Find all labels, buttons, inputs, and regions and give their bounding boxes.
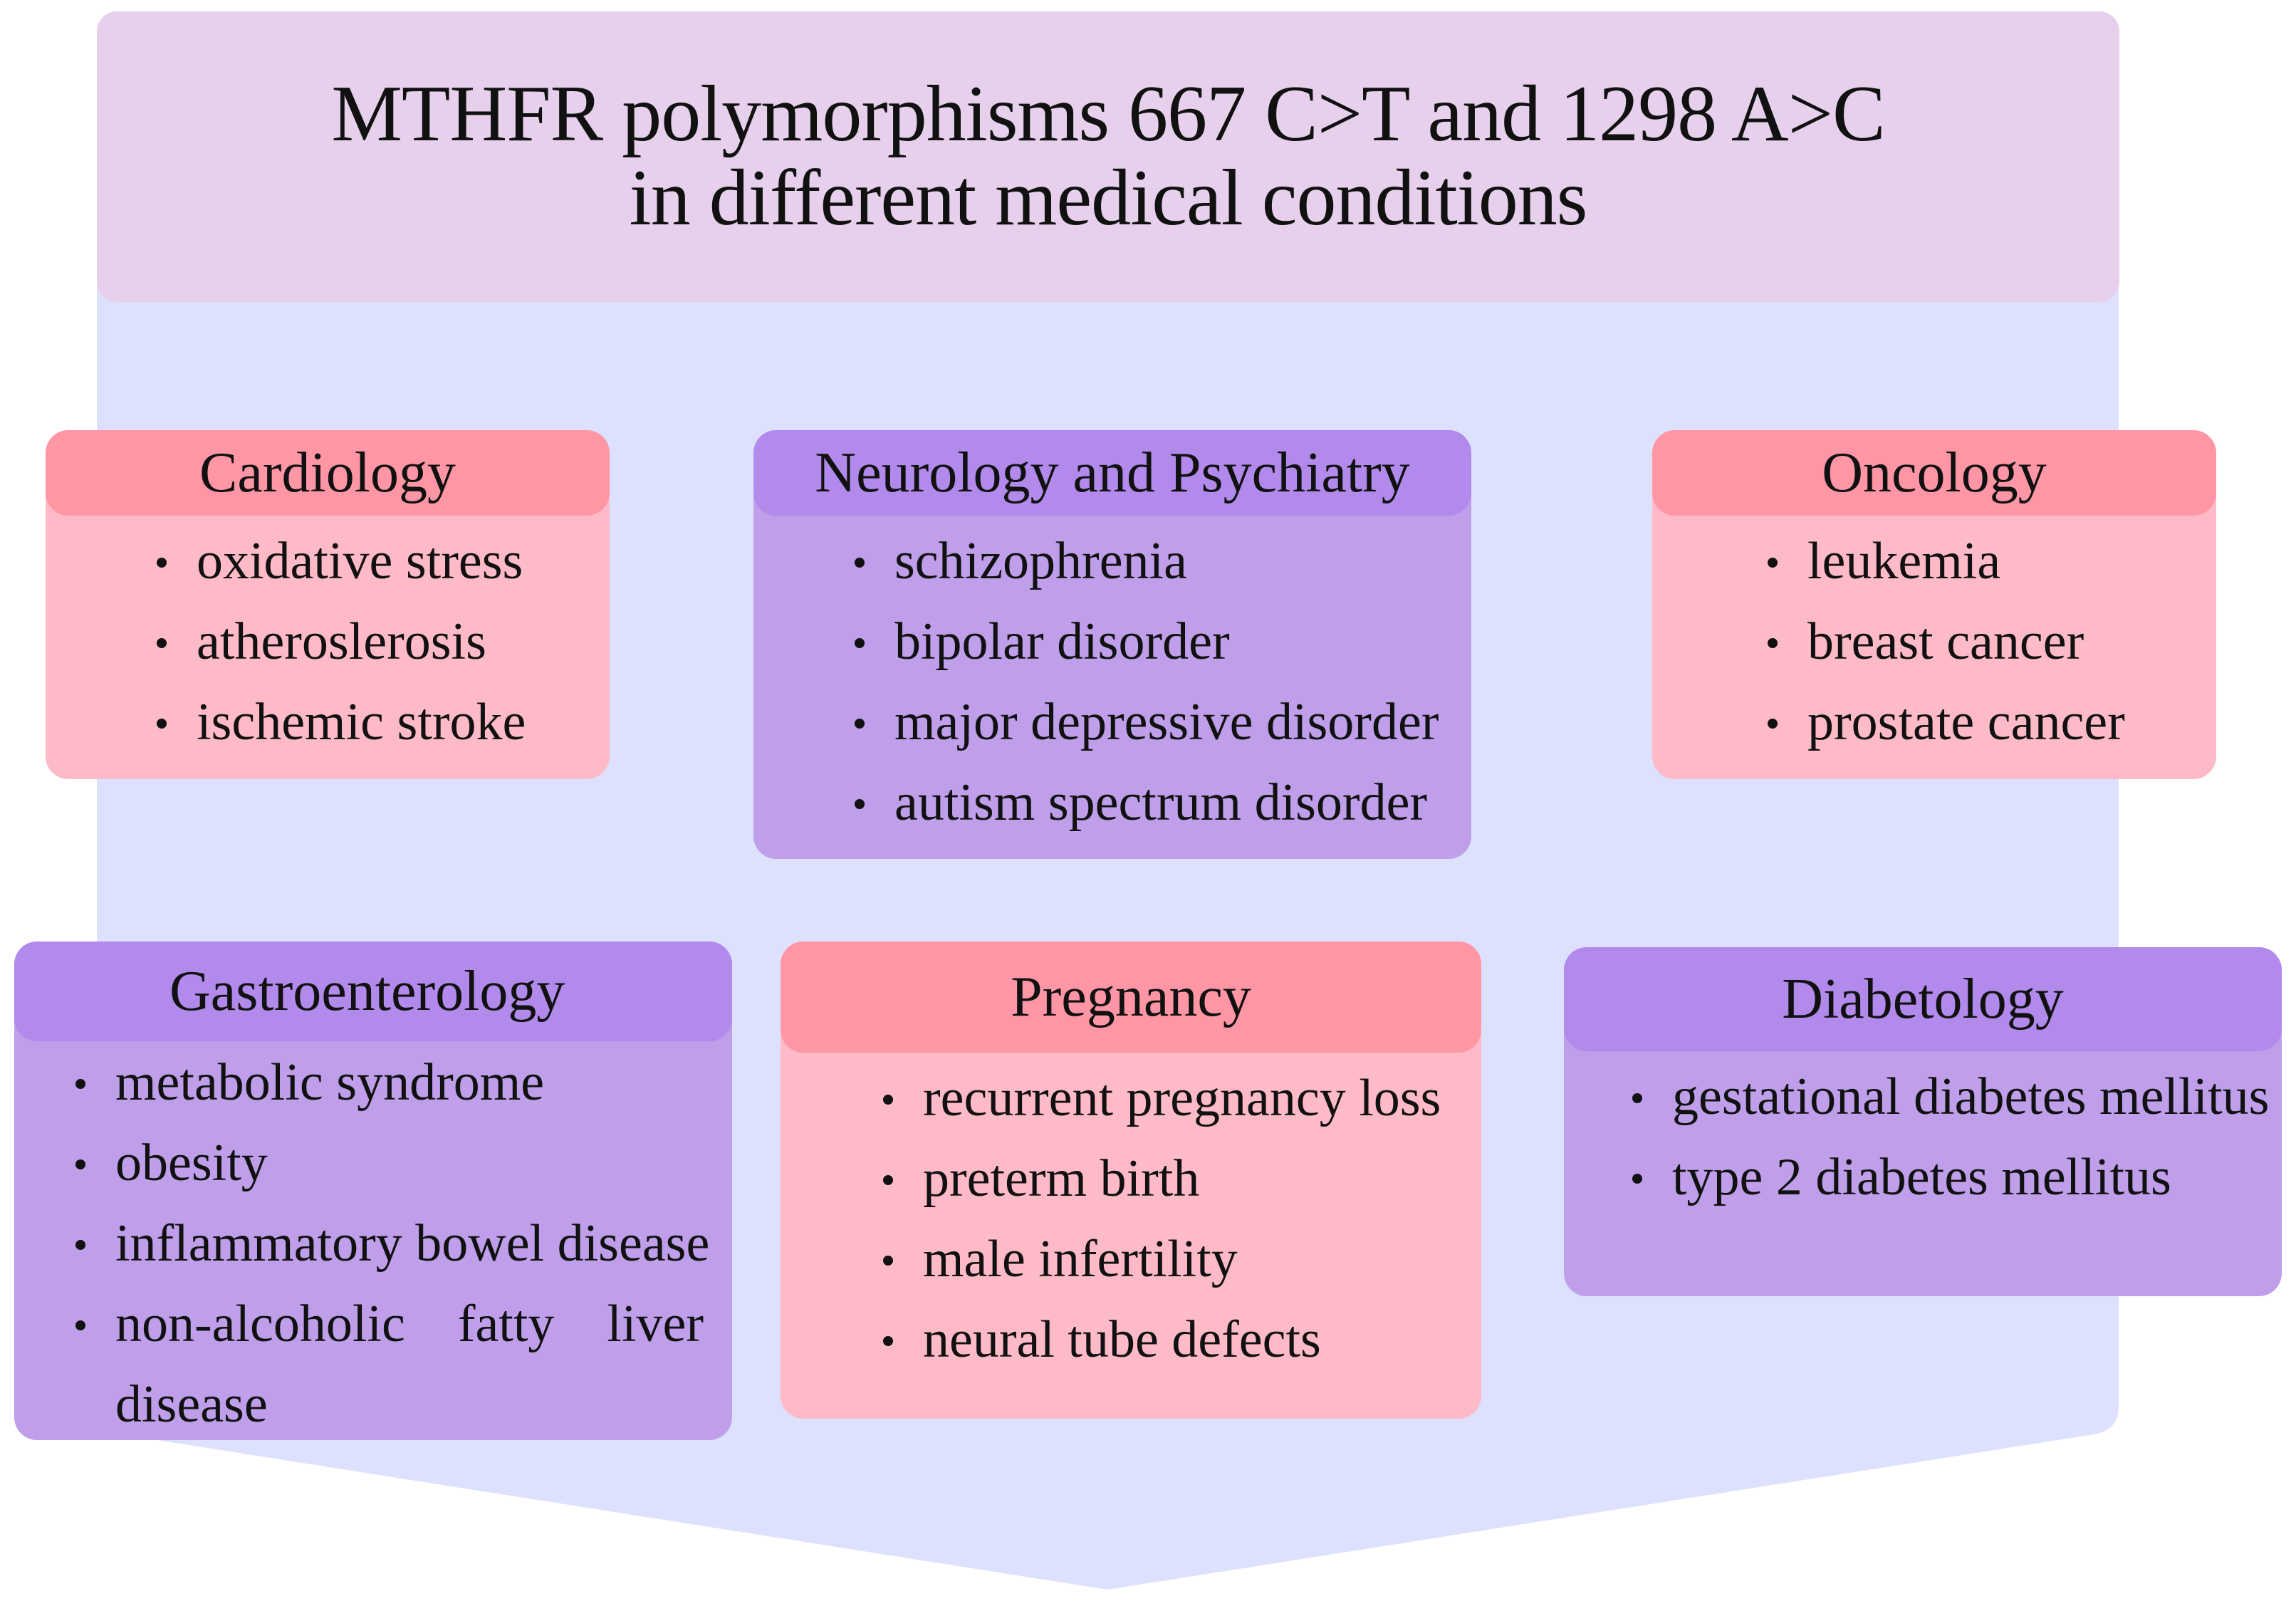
list-item: leukemia [1807,521,2216,602]
list-item: male infertility [923,1219,1481,1300]
list-item: non-alcoholic fatty liver disease [115,1284,704,1445]
oncology-list [1652,521,2216,763]
pregnancy-card [781,942,1481,1419]
list-item: ischemic stroke [197,682,610,763]
list-item: autism spectrum disorder [894,763,1471,843]
list-item: inflammatory bowel disease [115,1204,732,1284]
list-item: neural tube defects [923,1300,1481,1380]
list-item: schizophrenia [894,521,1471,602]
list-item: obesity [115,1123,732,1204]
neurology-header: Neurology and Psychiatry [753,430,1471,516]
list-item: bipolar disorder [894,602,1471,682]
list-item: metabolic syndrome [115,1043,732,1123]
cardiology-list [46,521,610,763]
diabetology-card [1564,947,2282,1296]
list-item: preterm birth [923,1139,1481,1219]
neurology-list [753,521,1471,843]
title-line-2: in different medical conditions [629,154,1587,242]
list-item: atheroslerosis [197,602,610,682]
title-banner [97,11,2119,302]
oncology-card [1652,430,2216,779]
list-item: type 2 diabetes mellitus [1672,1137,2282,1218]
gastroenterology-list [14,1043,732,1445]
list-item: oxidative stress [197,521,610,602]
cardiology-card [46,430,610,779]
gastroenterology-header: Gastroenterology [14,942,732,1041]
list-item: gestational diabetes mellitus [1672,1057,2282,1137]
pregnancy-list [781,1058,1481,1380]
gastroenterology-card [14,942,732,1440]
list-item: recurrent pregnancy loss [923,1058,1481,1139]
diabetology-list [1564,1057,2282,1218]
oncology-header: Oncology [1652,430,2216,516]
list-item: major depressive disorder [894,682,1471,763]
neurology-card [753,430,1471,859]
cardiology-header: Cardiology [46,430,610,516]
list-item: prostate cancer [1807,682,2216,763]
pregnancy-header: Pregnancy [781,942,1481,1053]
title-line-1: MTHFR polymorphisms 667 C>T and 1298 A>C [331,70,1885,159]
diabetology-header: Diabetology [1564,947,2282,1051]
list-item: breast cancer [1807,602,2216,682]
